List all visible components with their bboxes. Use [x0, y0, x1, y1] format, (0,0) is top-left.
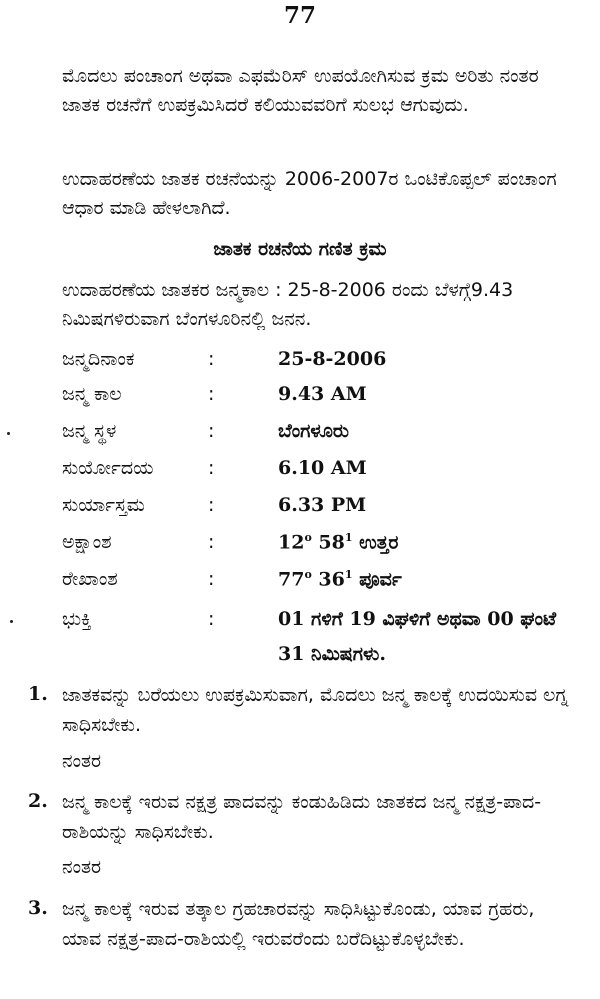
degree-symbol: o	[304, 531, 312, 544]
minute-symbol: 1	[344, 531, 353, 544]
detail-row-birth-date	[62, 348, 582, 382]
detail-label: ಸುರ್ಯೋದಯ	[62, 457, 154, 479]
detail-label: ಜನ್ಮ ಸ್ಥಳ	[62, 420, 117, 442]
detail-row-longitude	[62, 568, 582, 602]
detail-colon: :	[208, 608, 215, 630]
detail-colon: :	[208, 383, 215, 405]
detail-colon: :	[208, 420, 215, 442]
detail-label: ಸುರ್ಯಾಸ್ತಮ	[62, 494, 145, 516]
minute-symbol: 1	[344, 568, 353, 581]
latitude-minutes: 58	[318, 531, 345, 554]
step-text: ಜಾತಕವನ್ನು ಬರೆಯಲು ಉಪಕ್ರಮಿಸುವಾಗ, ಮೊದಲು ಜನ್ಮ ಕಾಲಕ್ಕೆ ಉದಯಿಸುವ ಲಗ್ನ ಸಾಧಿಸಬೇಕು.	[62, 684, 569, 736]
detail-row-sunset	[62, 494, 582, 528]
degree-symbol: o	[304, 568, 312, 581]
step-number: 2.	[28, 790, 48, 812]
longitude-minutes: 36	[318, 568, 345, 591]
intro-paragraph-1: ಮೊದಲು ಪಂಚಾಂಗ ಅಥವಾ ಎಫಮೆರಿಸ್ ಉಪಯೋಗಿಸುವ ಕ್ರಮ ಅರಿತು ನಂತರ ಜಾತಕ ರಚನೆಗೆ ಉಪಕ್ರಮಿಸಿದರೆ ಕಲಿಯುವವರಿಗೆ ಸುಲಭ ಆಗುವುದು.	[62, 65, 539, 116]
detail-colon: :	[208, 494, 215, 516]
detail-row-birth-time	[62, 383, 582, 417]
latitude-direction: ಉತ್ತರ	[359, 531, 399, 554]
detail-label: ಭುಕ್ತಿ	[62, 608, 92, 630]
step-text: ಜನ್ಮ ಕಾಲಕ್ಕೆ ಇರುವ ತತ್ಕಾಲ ಗ್ರಹಚಾರವನ್ನು ಸಾಧಿಸಿಟ್ಟುಕೊಂಡು, ಯಾವ ಗ್ರಹರು, ಯಾವ ನಕ್ಷತ್ರ-ಪಾದ-ರಾಶಿಯಲ್ಲಿ ಇರುವರೆಂದು ಬರೆದಿಟ್ಟುಕೊಳ್ಳಬೇಕು.	[62, 898, 535, 950]
section-heading: ಜಾತಕ ರಚನೆಯ ಗಣಿತ ಕ್ರಮ	[213, 238, 387, 260]
then-label: ನಂತರ	[62, 856, 102, 878]
detail-label: ಅಕ್ಷಾಂಶ	[62, 531, 112, 553]
detail-colon: :	[208, 568, 215, 590]
then-label: ನಂತರ	[62, 750, 102, 772]
detail-row-bhukti	[62, 608, 582, 642]
step-text: ಜನ್ಮ ಕಾಲಕ್ಕೆ ಇರುವ ನಕ್ಷತ್ರ ಪಾದವನ್ನು ಕಂಡುಹಿಡಿದು ಜಾತಕದ ಜನ್ಮ ನಕ್ಷತ್ರ-ಪಾದ-ರಾಶಿಯನ್ನು ಸಾಧಿಸಬೇಕು.	[62, 791, 542, 843]
detail-value-continued: 31 ನಿಮಿಷಗಳು.	[278, 643, 386, 665]
page-number: 77	[283, 2, 316, 29]
detail-colon: :	[208, 531, 215, 553]
detail-value: 6.33 PM	[278, 494, 367, 516]
detail-colon: :	[208, 348, 215, 370]
intro-paragraph-2: ಉದಾಹರಣೆಯ ಜಾತಕ ರಚನೆಯನ್ನು 2006-2007ರ ಒಂಟಿಕೊಪ್ಪಲ್ ಪಂಚಾಂಗ ಆಧಾರ ಮಾಡಿ ಹೇಳಲಾಗಿದೆ.	[62, 168, 557, 219]
detail-value: 6.10 AM	[278, 457, 367, 479]
detail-label: ರೇಖಾಂಶ	[62, 568, 118, 590]
detail-row-birth-place	[62, 420, 582, 454]
detail-value	[278, 568, 402, 590]
scan-speck	[7, 432, 10, 435]
detail-value: 9.43 AM	[278, 383, 367, 405]
detail-value: 25-8-2006	[278, 348, 387, 370]
birth-statement: ಉದಾಹರಣೆಯ ಜಾತಕರ ಜನ್ಮಕಾಲ : 25-8-2006 ರಂದು ಬೆಳಗ್ಗೆ9.43 ನಿಮಿಷಗಳಿರುವಾಗ ಬೆಂಗಳೂರಿನಲ್ಲಿ ಜನನ.	[62, 279, 514, 330]
detail-label: ಜನ್ಮ ಕಾಲ	[62, 383, 122, 405]
scan-speck	[10, 620, 13, 623]
detail-value	[278, 531, 399, 553]
detail-value: ಬೆಂಗಳೂರು	[278, 420, 349, 442]
detail-row-latitude	[62, 531, 582, 565]
detail-row-sunrise	[62, 457, 582, 491]
detail-label: ಜನ್ಮದಿನಾಂಕ	[62, 348, 135, 370]
detail-colon: :	[208, 457, 215, 479]
detail-value: 01 ಗಳಿಗೆ 19 ವಿಘಳಿಗೆ ಅಥವಾ 00 ಘಂಟೆ	[278, 608, 557, 630]
latitude-degrees: 12	[278, 531, 305, 554]
longitude-degrees: 77	[278, 568, 305, 591]
longitude-direction: ಪೂರ್ವ	[359, 568, 402, 591]
step-number: 3.	[28, 897, 48, 919]
step-number: 1.	[28, 683, 48, 705]
